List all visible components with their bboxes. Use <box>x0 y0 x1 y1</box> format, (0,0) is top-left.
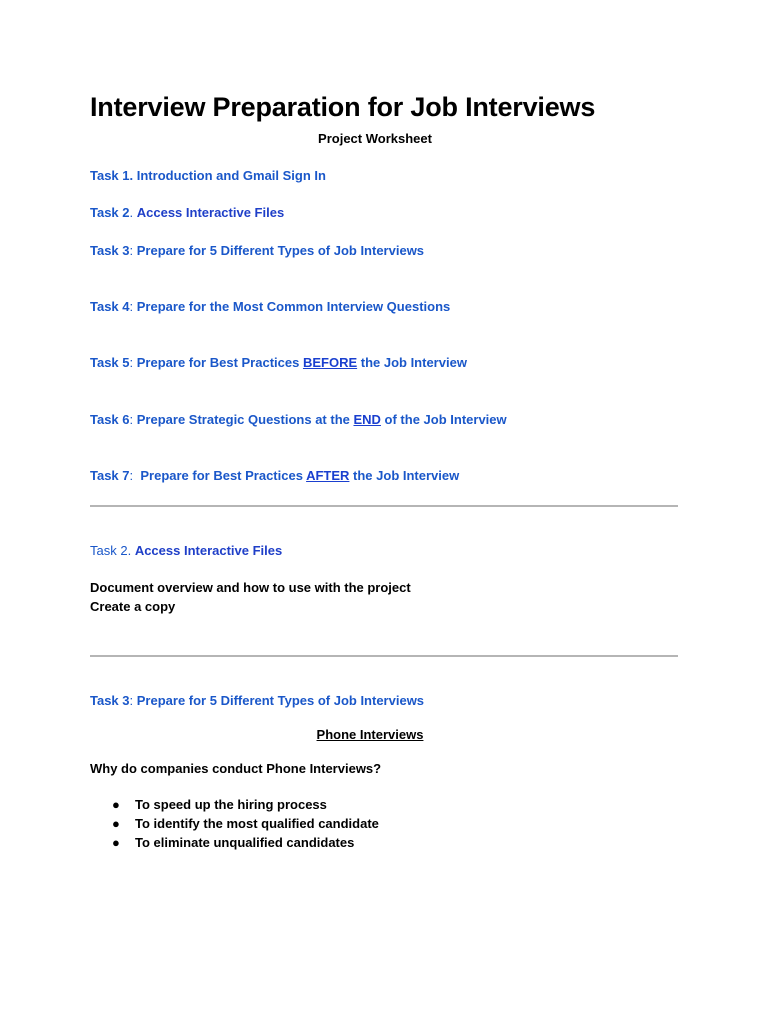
toc-task-5-emphasis: BEFORE <box>302 355 358 370</box>
section-task-3-heading: Task 3: Prepare for 5 Different Types of Job Interviews <box>90 693 425 708</box>
toc-task-6-label: Task 6 <box>90 412 130 427</box>
section-task-2-text-2: Create a copy <box>90 599 176 614</box>
bullet-icon: ● <box>112 835 120 850</box>
section-task-2-title: Access Interactive Files <box>134 543 283 558</box>
section-task-2-heading: Task 2. Access Interactive Files <box>90 543 283 558</box>
toc-task-5[interactable]: Task 5: Prepare for Best Practices BEFORE the Job Interview <box>90 355 467 370</box>
toc-task-3-label: Task 3 <box>90 243 130 258</box>
section-task-3-title: Prepare for 5 Different Types of Job Interviews <box>136 693 425 708</box>
toc-task-4-title: Prepare for the Most Common Interview Questions <box>136 299 451 314</box>
document-page <box>90 0 678 1024</box>
toc-task-6-title: Prepare Strategic Questions at the <box>136 412 354 427</box>
toc-task-7[interactable]: Task 7: Prepare for Best Practices AFTER the Job Interview <box>90 468 460 483</box>
bullet-icon: ● <box>112 816 120 831</box>
toc-task-2-title: Access Interactive Files <box>136 205 285 220</box>
toc-task-1[interactable]: Task 1. Introduction and Gmail Sign In <box>90 168 326 183</box>
list-item: ● To identify the most qualified candidate <box>112 816 379 831</box>
toc-task-6-emphasis: END <box>353 412 381 427</box>
phone-interviews-reasons-list <box>90 795 379 852</box>
toc-task-4-label: Task 4 <box>90 299 130 314</box>
toc-task-6[interactable]: Task 6: Prepare Strategic Questions at the END of the Job Interview <box>90 412 507 427</box>
list-item: ● To speed up the hiring process <box>112 797 327 812</box>
section-task-2-label: Task 2 <box>90 543 128 558</box>
document-title: Interview Preparation for Job Interviews <box>90 92 596 122</box>
section-task-2-text-1: Document overview and how to use with the project <box>90 580 411 595</box>
toc-task-3-title: Prepare for 5 Different Types of Job Interviews <box>136 243 425 258</box>
phone-interviews-question: Why do companies conduct Phone Interviews? <box>90 761 382 776</box>
toc-task-3[interactable]: Task 3: Prepare for 5 Different Types of Job Interviews <box>90 243 425 258</box>
toc-task-7-title: Prepare for Best Practices <box>140 468 307 483</box>
document-subtitle: Project Worksheet <box>318 131 432 146</box>
section-task-3-label: Task 3 <box>90 693 130 708</box>
toc-task-1-title: Introduction and Gmail Sign In <box>136 168 326 183</box>
toc-task-4[interactable]: Task 4: Prepare for the Most Common Interview Questions <box>90 299 451 314</box>
toc-task-7-emphasis: AFTER <box>306 468 350 483</box>
section-divider <box>90 505 678 507</box>
section-divider <box>90 655 678 657</box>
toc-task-7-label: Task 7 <box>90 468 130 483</box>
phone-interviews-heading: Phone Interviews <box>316 727 424 742</box>
bullet-icon: ● <box>112 797 120 812</box>
list-item: ● To eliminate unqualified candidates <box>112 835 355 850</box>
toc-task-1-label: Task 1 <box>90 168 130 183</box>
toc-task-2-label: Task 2 <box>90 205 130 220</box>
toc-task-2[interactable]: Task 2. Access Interactive Files <box>90 205 285 220</box>
toc-task-5-title: Prepare for Best Practices <box>136 355 303 370</box>
toc-task-5-label: Task 5 <box>90 355 130 370</box>
